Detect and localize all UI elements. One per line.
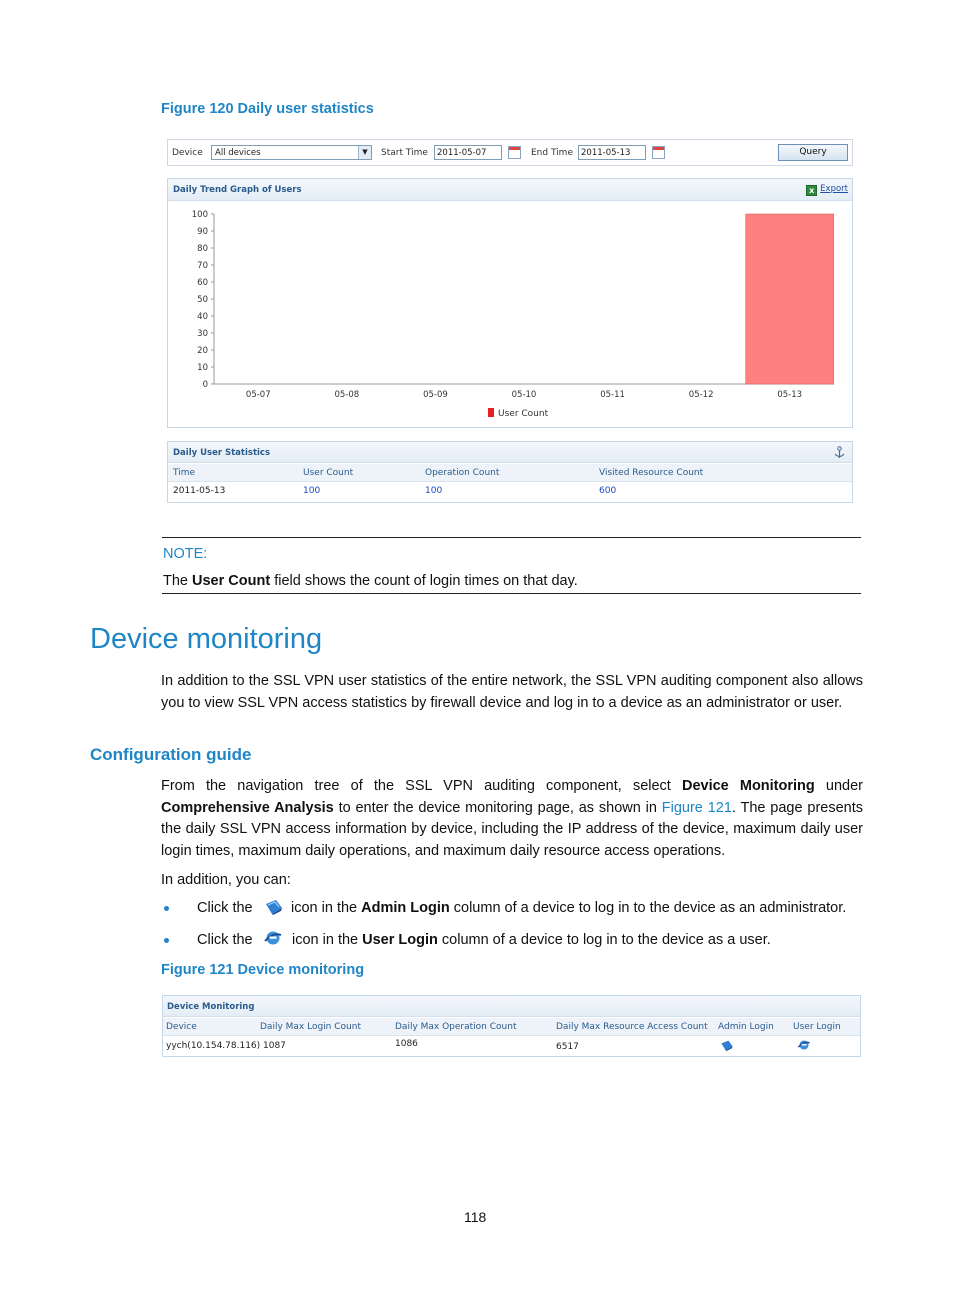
bullet-user-login-rest: icon in the User Login column of a device to log in to the device as a user.	[292, 932, 771, 948]
cell-user-count-link[interactable]: 100	[303, 486, 321, 496]
table-header-row	[163, 1018, 860, 1036]
cell-daily-max-operation-count: 1086	[395, 1039, 418, 1049]
legend-label: User Count	[498, 409, 549, 419]
cell-time: 2011-05-13	[173, 486, 226, 496]
x-tick-label: 05-11	[600, 390, 625, 400]
y-tick-label: 0	[202, 380, 208, 390]
x-tick-label: 05-12	[688, 390, 714, 400]
column-header-daily-max-operation-count: Daily Max Operation Count	[395, 1022, 517, 1032]
page-number: 118	[464, 1209, 487, 1225]
query-toolbar	[167, 139, 853, 166]
cell-daily-max-login-count: 1087	[263, 1041, 286, 1051]
section-title: Device monitoring	[90, 623, 323, 655]
column-header-daily-max-login-count: Daily Max Login Count	[260, 1022, 361, 1032]
cell-device: yych(10.154.78.116)	[166, 1041, 261, 1051]
y-tick-label: 10	[197, 363, 208, 373]
end-time-label: End Time	[531, 148, 573, 158]
user-login-icon[interactable]	[797, 1038, 811, 1052]
section-intro-paragraph: In addition to the SSL VPN user statistics of the entire network, the SSL VPN auditing component also allows you to view SSL VPN access statistics by firewall device and log in to a device as an administrator or user.	[161, 673, 863, 711]
bullet-admin-login-rest: icon in the Admin Login column of a device to log in to the device as an administrator.	[291, 900, 847, 916]
table-row	[168, 482, 852, 500]
x-tick-label: 05-08	[334, 390, 360, 400]
table-row	[163, 1037, 860, 1055]
device-select-value: All devices	[215, 148, 261, 158]
in-addition-paragraph: In addition, you can:	[161, 872, 291, 888]
export-link[interactable]	[806, 184, 848, 196]
panel-title: Device Monitoring	[167, 1002, 255, 1012]
user-login-icon	[263, 928, 283, 948]
y-tick-label: 100	[191, 210, 208, 220]
column-header-time: Time	[173, 468, 196, 478]
y-tick-label: 40	[197, 312, 208, 322]
calendar-icon[interactable]	[652, 146, 665, 159]
anchor-icon[interactable]	[833, 446, 846, 459]
cell-visited-resource-count-link[interactable]: 600	[599, 486, 617, 496]
panel-header	[168, 179, 852, 201]
device-monitoring-panel	[162, 995, 861, 1057]
subsection-title: Configuration guide	[90, 745, 252, 764]
panel-title: Daily User Statistics	[173, 448, 271, 458]
legend-swatch	[488, 408, 494, 417]
daily-user-statistics-panel	[167, 441, 853, 503]
figure-120-caption: Figure 120 Daily user statistics	[161, 101, 374, 117]
x-tick-label: 05-07	[245, 390, 271, 400]
y-tick-label: 30	[197, 329, 208, 339]
cell-operation-count-link[interactable]: 100	[425, 486, 443, 496]
start-time-label: Start Time	[381, 148, 428, 158]
admin-login-icon	[264, 898, 284, 916]
device-select[interactable]	[211, 145, 372, 160]
calendar-icon[interactable]	[508, 146, 521, 159]
column-header-visited-resource-count: Visited Resource Count	[599, 468, 704, 478]
panel-header	[163, 996, 860, 1017]
column-header-user-login: User Login	[793, 1022, 841, 1032]
y-tick-label: 20	[197, 346, 208, 356]
table-header-row	[168, 464, 852, 482]
y-tick-label: 50	[197, 295, 208, 305]
query-button[interactable]: Query	[778, 144, 848, 161]
end-time-input[interactable]: 2011-05-13	[578, 145, 646, 160]
x-tick-label: 05-13	[777, 390, 803, 400]
y-tick-label: 90	[197, 227, 208, 237]
cell-daily-max-resource-access-count: 6517	[556, 1042, 579, 1052]
bar	[746, 214, 834, 384]
note-bottom-rule	[162, 593, 861, 594]
start-time-input[interactable]: 2011-05-07	[434, 145, 502, 160]
column-header-daily-max-resource-access-count: Daily Max Resource Access Count	[556, 1022, 708, 1032]
panel-header	[168, 442, 852, 463]
note-top-rule	[162, 537, 861, 538]
chevron-down-icon[interactable]: ▼	[358, 146, 371, 159]
x-tick-label: 05-09	[423, 390, 448, 400]
device-label: Device	[172, 148, 203, 158]
note-label: NOTE:	[163, 546, 208, 562]
admin-login-icon[interactable]	[720, 1039, 734, 1052]
column-header-device: Device	[166, 1022, 197, 1032]
excel-icon: x	[806, 185, 817, 196]
user-count-chart	[168, 202, 852, 428]
export-label: Export	[820, 184, 848, 194]
bullet-marker	[164, 906, 169, 911]
daily-trend-graph-panel	[167, 178, 853, 428]
y-tick-label: 80	[197, 244, 208, 254]
bullet-marker	[164, 938, 169, 943]
bullet-admin-login-start: Click the	[197, 900, 253, 916]
column-header-user-count: User Count	[303, 468, 354, 478]
figure-121-caption: Figure 121 Device monitoring	[161, 962, 365, 978]
bullet-user-login-start: Click the	[197, 932, 253, 948]
panel-title: Daily Trend Graph of Users	[173, 185, 302, 195]
configuration-paragraph: From the navigation tree of the SSL VPN auditing component, select Device Monitoring under Comprehensive Analysis to enter the device monitoring page, as shown in Figure 121. The page presents the daily SSL VPN access information by device, including the IP address of the device, maximum daily user login times, maximum daily operations, and maximum daily resource access operations.	[161, 778, 864, 859]
column-header-admin-login: Admin Login	[718, 1022, 774, 1032]
column-header-operation-count: Operation Count	[425, 468, 500, 478]
note-text: The User Count field shows the count of login times on that day.	[163, 573, 578, 589]
y-tick-label: 60	[197, 278, 208, 288]
figure-121-link[interactable]: Figure 121	[661, 799, 732, 816]
y-tick-label: 70	[197, 261, 208, 271]
x-tick-label: 05-10	[511, 390, 537, 400]
